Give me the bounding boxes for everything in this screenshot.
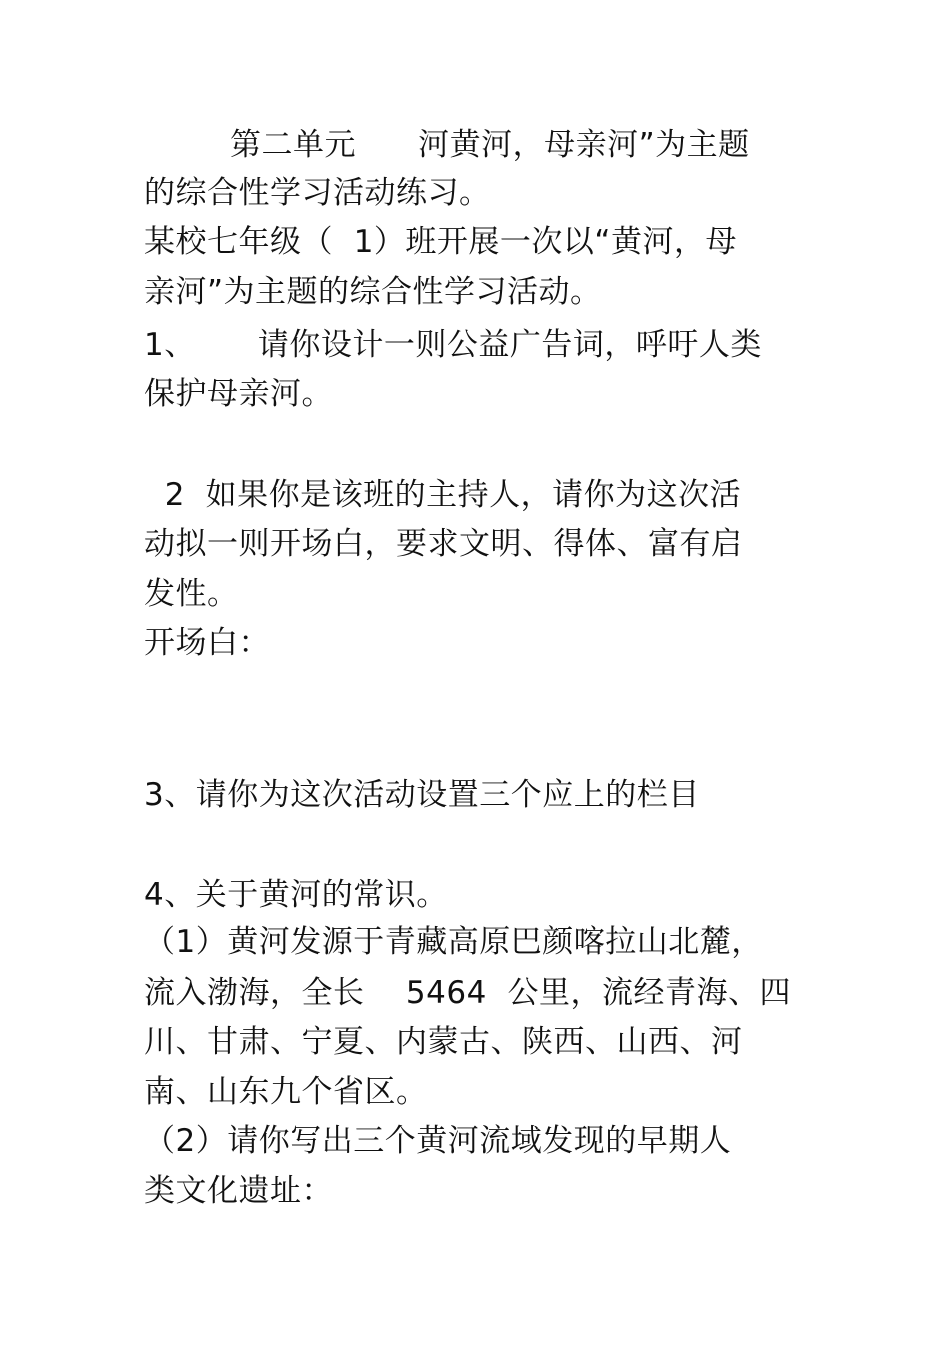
question-1-line-1: 1、 请你设计一则公益广告词，呼吁人类 bbox=[144, 327, 762, 363]
title-line-2: 的综合性学习活动练习。 bbox=[144, 175, 491, 211]
question-4-2-line-2: 类文化遗址： bbox=[144, 1173, 333, 1209]
question-2-line-1: 2 如果你是该班的主持人，请你为这次活 bbox=[144, 477, 742, 513]
question-4-heading: 4、关于黄河的常识。 bbox=[144, 877, 448, 913]
question-4-1-line-1: （1）黄河发源于青藏高原巴颜喀拉山北麓， bbox=[144, 924, 763, 960]
intro-line-1: 某校七年级（ 1）班开展一次以“黄河，母 bbox=[144, 224, 737, 260]
question-2-line-2: 动拟一则开场白，要求文明、得体、富有启 bbox=[144, 526, 743, 562]
question-2-line-3: 发性。 bbox=[144, 576, 239, 612]
question-4-1-line-2: 流入渤海，全长 5464 公里，流经青海、四 bbox=[144, 975, 792, 1011]
question-4-1-line-4: 南、山东九个省区。 bbox=[144, 1074, 428, 1110]
intro-line-2: 亲河”为主题的综合性学习活动。 bbox=[144, 274, 602, 310]
question-1-line-2: 保护母亲河。 bbox=[144, 376, 333, 412]
question-3: 3、请你为这次活动设置三个应上的栏目 bbox=[144, 777, 700, 813]
title-line-1: 第二单元 河黄河，母亲河”为主题 bbox=[230, 127, 750, 163]
opening-speech-label: 开场白： bbox=[144, 625, 270, 661]
question-4-1-line-3: 川、甘肃、宁夏、内蒙古、陕西、山西、河 bbox=[144, 1024, 743, 1060]
question-4-2-line-1: （2）请你写出三个黄河流域发现的早期人 bbox=[144, 1123, 732, 1159]
